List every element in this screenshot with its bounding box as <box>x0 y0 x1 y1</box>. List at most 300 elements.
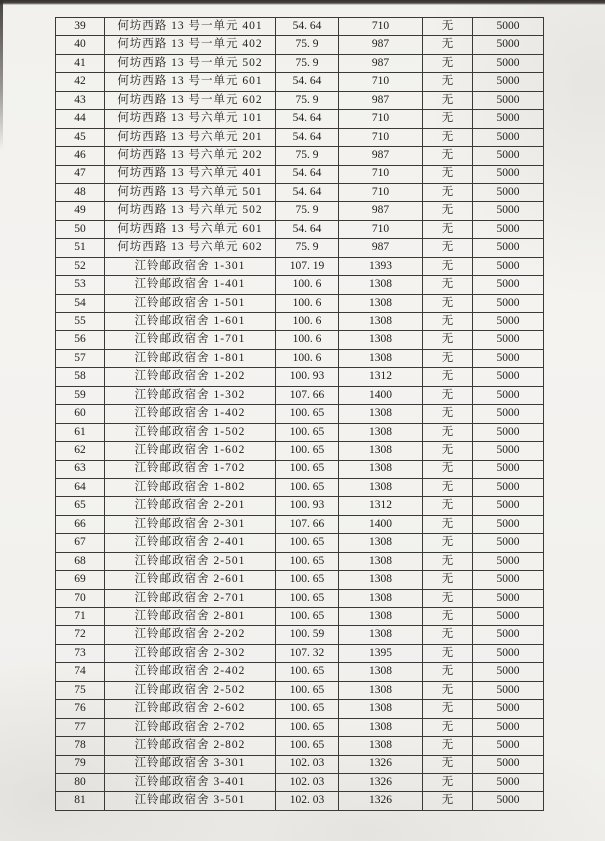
cell-area: 100. 6 <box>276 276 339 294</box>
table-row <box>56 165 544 183</box>
cell-encumbrance: 无 <box>423 294 473 312</box>
cell-row-number: 58 <box>56 368 105 386</box>
cell-row-number: 79 <box>56 755 105 773</box>
scan-edge-left <box>0 0 3 150</box>
cell-area: 100. 65 <box>276 700 339 718</box>
cell-deposit: 5000 <box>473 18 544 36</box>
property-table-body <box>56 18 544 811</box>
cell-area: 107. 19 <box>276 257 339 275</box>
cell-row-number: 42 <box>56 73 105 91</box>
table-row <box>56 91 544 109</box>
cell-amount: 987 <box>339 147 423 165</box>
cell-deposit: 5000 <box>473 220 544 238</box>
cell-amount: 710 <box>339 220 423 238</box>
property-listing-table <box>55 17 544 811</box>
cell-row-number: 70 <box>56 589 105 607</box>
table-row <box>56 534 544 552</box>
cell-encumbrance: 无 <box>423 36 473 54</box>
cell-row-number: 44 <box>56 110 105 128</box>
cell-deposit: 5000 <box>473 313 544 331</box>
cell-deposit: 5000 <box>473 405 544 423</box>
cell-address: 何坊西路 13 号六单元 202 <box>105 147 276 165</box>
cell-amount: 710 <box>339 110 423 128</box>
cell-address: 何坊西路 13 号一单元 502 <box>105 54 276 72</box>
cell-amount: 1308 <box>339 737 423 755</box>
cell-address: 江铃邮政宿舍 1-602 <box>105 442 276 460</box>
cell-encumbrance: 无 <box>423 18 473 36</box>
cell-address: 江铃邮政宿舍 1-601 <box>105 313 276 331</box>
cell-address: 江铃邮政宿舍 3-401 <box>105 773 276 791</box>
cell-deposit: 5000 <box>473 202 544 220</box>
cell-row-number: 56 <box>56 331 105 349</box>
cell-deposit: 5000 <box>473 349 544 367</box>
cell-amount: 1308 <box>339 681 423 699</box>
cell-encumbrance: 无 <box>423 589 473 607</box>
cell-row-number: 47 <box>56 165 105 183</box>
cell-area: 54. 64 <box>276 110 339 128</box>
cell-row-number: 73 <box>56 644 105 662</box>
cell-amount: 1308 <box>339 331 423 349</box>
cell-area: 100. 65 <box>276 608 339 626</box>
cell-deposit: 5000 <box>473 54 544 72</box>
cell-amount: 1308 <box>339 718 423 736</box>
cell-row-number: 49 <box>56 202 105 220</box>
cell-amount: 1312 <box>339 368 423 386</box>
cell-row-number: 48 <box>56 183 105 201</box>
table-row <box>56 773 544 791</box>
cell-area: 100. 65 <box>276 442 339 460</box>
cell-encumbrance: 无 <box>423 128 473 146</box>
cell-area: 100. 93 <box>276 497 339 515</box>
table-row <box>56 515 544 533</box>
cell-address: 何坊西路 13 号一单元 601 <box>105 73 276 91</box>
cell-address: 何坊西路 13 号一单元 401 <box>105 18 276 36</box>
cell-area: 107. 66 <box>276 515 339 533</box>
cell-address: 江铃邮政宿舍 2-802 <box>105 737 276 755</box>
cell-address: 江铃邮政宿舍 1-302 <box>105 386 276 404</box>
cell-deposit: 5000 <box>473 700 544 718</box>
cell-deposit: 5000 <box>473 368 544 386</box>
cell-amount: 1308 <box>339 276 423 294</box>
cell-area: 100. 65 <box>276 478 339 496</box>
cell-deposit: 5000 <box>473 460 544 478</box>
cell-deposit: 5000 <box>473 165 544 183</box>
table-row <box>56 18 544 36</box>
cell-deposit: 5000 <box>473 423 544 441</box>
cell-deposit: 5000 <box>473 571 544 589</box>
cell-amount: 987 <box>339 239 423 257</box>
cell-deposit: 5000 <box>473 644 544 662</box>
cell-encumbrance: 无 <box>423 386 473 404</box>
cell-amount: 1308 <box>339 313 423 331</box>
table-row <box>56 183 544 201</box>
cell-area: 100. 59 <box>276 626 339 644</box>
table-row <box>56 220 544 238</box>
cell-amount: 710 <box>339 73 423 91</box>
cell-encumbrance: 无 <box>423 276 473 294</box>
table-row <box>56 331 544 349</box>
cell-row-number: 46 <box>56 147 105 165</box>
cell-encumbrance: 无 <box>423 792 473 811</box>
cell-address: 江铃邮政宿舍 1-402 <box>105 405 276 423</box>
cell-row-number: 66 <box>56 515 105 533</box>
cell-area: 75. 9 <box>276 54 339 72</box>
table-row <box>56 792 544 811</box>
cell-encumbrance: 无 <box>423 497 473 515</box>
table-row <box>56 718 544 736</box>
cell-area: 54. 64 <box>276 165 339 183</box>
cell-area: 100. 65 <box>276 571 339 589</box>
cell-area: 100. 6 <box>276 313 339 331</box>
table-row <box>56 257 544 275</box>
cell-deposit: 5000 <box>473 442 544 460</box>
cell-address: 江铃邮政宿舍 2-702 <box>105 718 276 736</box>
cell-amount: 1308 <box>339 534 423 552</box>
cell-area: 75. 9 <box>276 36 339 54</box>
cell-encumbrance: 无 <box>423 147 473 165</box>
cell-deposit: 5000 <box>473 663 544 681</box>
cell-row-number: 40 <box>56 36 105 54</box>
cell-encumbrance: 无 <box>423 257 473 275</box>
cell-amount: 1308 <box>339 626 423 644</box>
table-row <box>56 497 544 515</box>
cell-encumbrance: 无 <box>423 73 473 91</box>
cell-row-number: 51 <box>56 239 105 257</box>
cell-area: 100. 65 <box>276 534 339 552</box>
cell-address: 何坊西路 13 号一单元 402 <box>105 36 276 54</box>
cell-deposit: 5000 <box>473 239 544 257</box>
cell-area: 54. 64 <box>276 183 339 201</box>
cell-amount: 1395 <box>339 644 423 662</box>
cell-deposit: 5000 <box>473 755 544 773</box>
cell-deposit: 5000 <box>473 515 544 533</box>
cell-area: 102. 03 <box>276 755 339 773</box>
table-row <box>56 681 544 699</box>
cell-row-number: 64 <box>56 478 105 496</box>
cell-deposit: 5000 <box>473 276 544 294</box>
table-row <box>56 202 544 220</box>
cell-area: 75. 9 <box>276 91 339 109</box>
cell-amount: 987 <box>339 91 423 109</box>
cell-amount: 1308 <box>339 589 423 607</box>
cell-area: 100. 93 <box>276 368 339 386</box>
cell-encumbrance: 无 <box>423 644 473 662</box>
cell-deposit: 5000 <box>473 257 544 275</box>
cell-amount: 1308 <box>339 460 423 478</box>
cell-row-number: 50 <box>56 220 105 238</box>
scan-edge-top <box>0 0 605 5</box>
cell-encumbrance: 无 <box>423 478 473 496</box>
cell-encumbrance: 无 <box>423 220 473 238</box>
cell-amount: 1400 <box>339 515 423 533</box>
cell-area: 100. 6 <box>276 331 339 349</box>
table-row <box>56 478 544 496</box>
table-row <box>56 608 544 626</box>
cell-area: 107. 32 <box>276 644 339 662</box>
cell-row-number: 60 <box>56 405 105 423</box>
cell-deposit: 5000 <box>473 478 544 496</box>
cell-deposit: 5000 <box>473 128 544 146</box>
cell-row-number: 54 <box>56 294 105 312</box>
cell-address: 江铃邮政宿舍 1-301 <box>105 257 276 275</box>
cell-amount: 1326 <box>339 773 423 791</box>
table-row <box>56 313 544 331</box>
cell-address: 何坊西路 13 号六单元 502 <box>105 202 276 220</box>
cell-area: 100. 65 <box>276 737 339 755</box>
cell-row-number: 75 <box>56 681 105 699</box>
cell-address: 何坊西路 13 号六单元 501 <box>105 183 276 201</box>
table-row <box>56 239 544 257</box>
cell-encumbrance: 无 <box>423 552 473 570</box>
cell-amount: 1308 <box>339 478 423 496</box>
cell-address: 江铃邮政宿舍 1-701 <box>105 331 276 349</box>
cell-address: 江铃邮政宿舍 2-502 <box>105 681 276 699</box>
table-row <box>56 147 544 165</box>
cell-address: 江铃邮政宿舍 2-801 <box>105 608 276 626</box>
cell-row-number: 80 <box>56 773 105 791</box>
cell-address: 江铃邮政宿舍 1-501 <box>105 294 276 312</box>
cell-row-number: 59 <box>56 386 105 404</box>
cell-area: 54. 64 <box>276 18 339 36</box>
cell-deposit: 5000 <box>473 497 544 515</box>
cell-encumbrance: 无 <box>423 423 473 441</box>
cell-deposit: 5000 <box>473 792 544 811</box>
cell-encumbrance: 无 <box>423 515 473 533</box>
cell-deposit: 5000 <box>473 110 544 128</box>
cell-amount: 987 <box>339 202 423 220</box>
table-row <box>56 700 544 718</box>
cell-amount: 1308 <box>339 700 423 718</box>
cell-encumbrance: 无 <box>423 110 473 128</box>
cell-area: 100. 65 <box>276 552 339 570</box>
table-row <box>56 36 544 54</box>
cell-deposit: 5000 <box>473 91 544 109</box>
cell-area: 75. 9 <box>276 147 339 165</box>
cell-amount: 1400 <box>339 386 423 404</box>
cell-area: 107. 66 <box>276 386 339 404</box>
table-row <box>56 755 544 773</box>
cell-encumbrance: 无 <box>423 737 473 755</box>
cell-row-number: 53 <box>56 276 105 294</box>
cell-area: 100. 6 <box>276 294 339 312</box>
cell-deposit: 5000 <box>473 331 544 349</box>
cell-row-number: 77 <box>56 718 105 736</box>
cell-area: 54. 64 <box>276 73 339 91</box>
cell-amount: 1308 <box>339 663 423 681</box>
cell-address: 江铃邮政宿舍 2-602 <box>105 700 276 718</box>
cell-encumbrance: 无 <box>423 718 473 736</box>
cell-encumbrance: 无 <box>423 663 473 681</box>
cell-row-number: 39 <box>56 18 105 36</box>
cell-area: 100. 65 <box>276 405 339 423</box>
cell-row-number: 57 <box>56 349 105 367</box>
cell-row-number: 71 <box>56 608 105 626</box>
cell-encumbrance: 无 <box>423 681 473 699</box>
cell-encumbrance: 无 <box>423 405 473 423</box>
cell-amount: 710 <box>339 165 423 183</box>
table-row <box>56 589 544 607</box>
cell-address: 江铃邮政宿舍 2-301 <box>105 515 276 533</box>
cell-area: 102. 03 <box>276 773 339 791</box>
cell-address: 江铃邮政宿舍 2-501 <box>105 552 276 570</box>
table-row <box>56 128 544 146</box>
cell-row-number: 78 <box>56 737 105 755</box>
cell-amount: 710 <box>339 128 423 146</box>
table-row <box>56 442 544 460</box>
cell-amount: 1308 <box>339 442 423 460</box>
cell-encumbrance: 无 <box>423 755 473 773</box>
cell-encumbrance: 无 <box>423 608 473 626</box>
cell-row-number: 69 <box>56 571 105 589</box>
table-row <box>56 110 544 128</box>
cell-amount: 1308 <box>339 405 423 423</box>
cell-encumbrance: 无 <box>423 331 473 349</box>
cell-deposit: 5000 <box>473 534 544 552</box>
table-row <box>56 552 544 570</box>
cell-row-number: 81 <box>56 792 105 811</box>
table-row <box>56 349 544 367</box>
cell-row-number: 74 <box>56 663 105 681</box>
cell-row-number: 63 <box>56 460 105 478</box>
cell-address: 江铃邮政宿舍 2-201 <box>105 497 276 515</box>
cell-address: 江铃邮政宿舍 2-401 <box>105 534 276 552</box>
cell-encumbrance: 无 <box>423 313 473 331</box>
cell-deposit: 5000 <box>473 294 544 312</box>
cell-area: 75. 9 <box>276 202 339 220</box>
cell-encumbrance: 无 <box>423 700 473 718</box>
cell-amount: 1308 <box>339 423 423 441</box>
cell-area: 100. 65 <box>276 589 339 607</box>
cell-amount: 1308 <box>339 571 423 589</box>
cell-deposit: 5000 <box>473 681 544 699</box>
cell-encumbrance: 无 <box>423 442 473 460</box>
cell-amount: 710 <box>339 18 423 36</box>
table-row <box>56 644 544 662</box>
cell-encumbrance: 无 <box>423 183 473 201</box>
table-row <box>56 423 544 441</box>
cell-row-number: 68 <box>56 552 105 570</box>
cell-amount: 1393 <box>339 257 423 275</box>
cell-deposit: 5000 <box>473 552 544 570</box>
cell-deposit: 5000 <box>473 589 544 607</box>
cell-amount: 1308 <box>339 608 423 626</box>
table-row <box>56 276 544 294</box>
cell-area: 100. 65 <box>276 663 339 681</box>
cell-address: 何坊西路 13 号六单元 201 <box>105 128 276 146</box>
cell-area: 100. 65 <box>276 460 339 478</box>
cell-row-number: 45 <box>56 128 105 146</box>
table-row <box>56 386 544 404</box>
cell-row-number: 76 <box>56 700 105 718</box>
cell-address: 江铃邮政宿舍 1-801 <box>105 349 276 367</box>
cell-deposit: 5000 <box>473 626 544 644</box>
cell-address: 何坊西路 13 号一单元 602 <box>105 91 276 109</box>
cell-row-number: 41 <box>56 54 105 72</box>
cell-amount: 1326 <box>339 792 423 811</box>
cell-row-number: 43 <box>56 91 105 109</box>
cell-encumbrance: 无 <box>423 571 473 589</box>
cell-row-number: 65 <box>56 497 105 515</box>
cell-area: 54. 64 <box>276 128 339 146</box>
cell-encumbrance: 无 <box>423 202 473 220</box>
cell-address: 江铃邮政宿舍 3-301 <box>105 755 276 773</box>
cell-deposit: 5000 <box>473 608 544 626</box>
table-row <box>56 571 544 589</box>
cell-address: 何坊西路 13 号六单元 101 <box>105 110 276 128</box>
cell-address: 江铃邮政宿舍 2-601 <box>105 571 276 589</box>
cell-encumbrance: 无 <box>423 91 473 109</box>
cell-row-number: 72 <box>56 626 105 644</box>
table-row <box>56 54 544 72</box>
cell-address: 江铃邮政宿舍 1-401 <box>105 276 276 294</box>
cell-address: 何坊西路 13 号六单元 401 <box>105 165 276 183</box>
cell-encumbrance: 无 <box>423 165 473 183</box>
cell-row-number: 52 <box>56 257 105 275</box>
cell-area: 100. 6 <box>276 349 339 367</box>
cell-encumbrance: 无 <box>423 239 473 257</box>
cell-address: 何坊西路 13 号六单元 602 <box>105 239 276 257</box>
cell-amount: 1308 <box>339 294 423 312</box>
cell-row-number: 61 <box>56 423 105 441</box>
cell-deposit: 5000 <box>473 183 544 201</box>
cell-encumbrance: 无 <box>423 626 473 644</box>
table-row <box>56 405 544 423</box>
cell-address: 江铃邮政宿舍 1-502 <box>105 423 276 441</box>
cell-address: 江铃邮政宿舍 1-802 <box>105 478 276 496</box>
cell-encumbrance: 无 <box>423 534 473 552</box>
cell-deposit: 5000 <box>473 718 544 736</box>
cell-row-number: 55 <box>56 313 105 331</box>
table-row <box>56 73 544 91</box>
cell-area: 75. 9 <box>276 239 339 257</box>
cell-area: 100. 65 <box>276 718 339 736</box>
cell-deposit: 5000 <box>473 36 544 54</box>
cell-address: 江铃邮政宿舍 2-202 <box>105 626 276 644</box>
cell-deposit: 5000 <box>473 773 544 791</box>
cell-amount: 1326 <box>339 755 423 773</box>
table-row <box>56 294 544 312</box>
cell-amount: 1312 <box>339 497 423 515</box>
cell-deposit: 5000 <box>473 147 544 165</box>
cell-deposit: 5000 <box>473 73 544 91</box>
cell-address: 江铃邮政宿舍 2-402 <box>105 663 276 681</box>
cell-amount: 987 <box>339 36 423 54</box>
cell-encumbrance: 无 <box>423 460 473 478</box>
cell-deposit: 5000 <box>473 386 544 404</box>
table-row <box>56 737 544 755</box>
cell-area: 102. 03 <box>276 792 339 811</box>
cell-address: 何坊西路 13 号六单元 601 <box>105 220 276 238</box>
cell-encumbrance: 无 <box>423 54 473 72</box>
table-row <box>56 368 544 386</box>
cell-row-number: 62 <box>56 442 105 460</box>
cell-amount: 1308 <box>339 349 423 367</box>
cell-encumbrance: 无 <box>423 773 473 791</box>
cell-address: 江铃邮政宿舍 1-202 <box>105 368 276 386</box>
cell-row-number: 67 <box>56 534 105 552</box>
table-row <box>56 626 544 644</box>
table-row <box>56 663 544 681</box>
cell-address: 江铃邮政宿舍 1-702 <box>105 460 276 478</box>
cell-area: 54. 64 <box>276 220 339 238</box>
cell-amount: 1308 <box>339 552 423 570</box>
cell-encumbrance: 无 <box>423 368 473 386</box>
cell-address: 江铃邮政宿舍 2-701 <box>105 589 276 607</box>
cell-area: 100. 65 <box>276 423 339 441</box>
cell-area: 100. 65 <box>276 681 339 699</box>
cell-address: 江铃邮政宿舍 3-501 <box>105 792 276 811</box>
cell-address: 江铃邮政宿舍 2-302 <box>105 644 276 662</box>
